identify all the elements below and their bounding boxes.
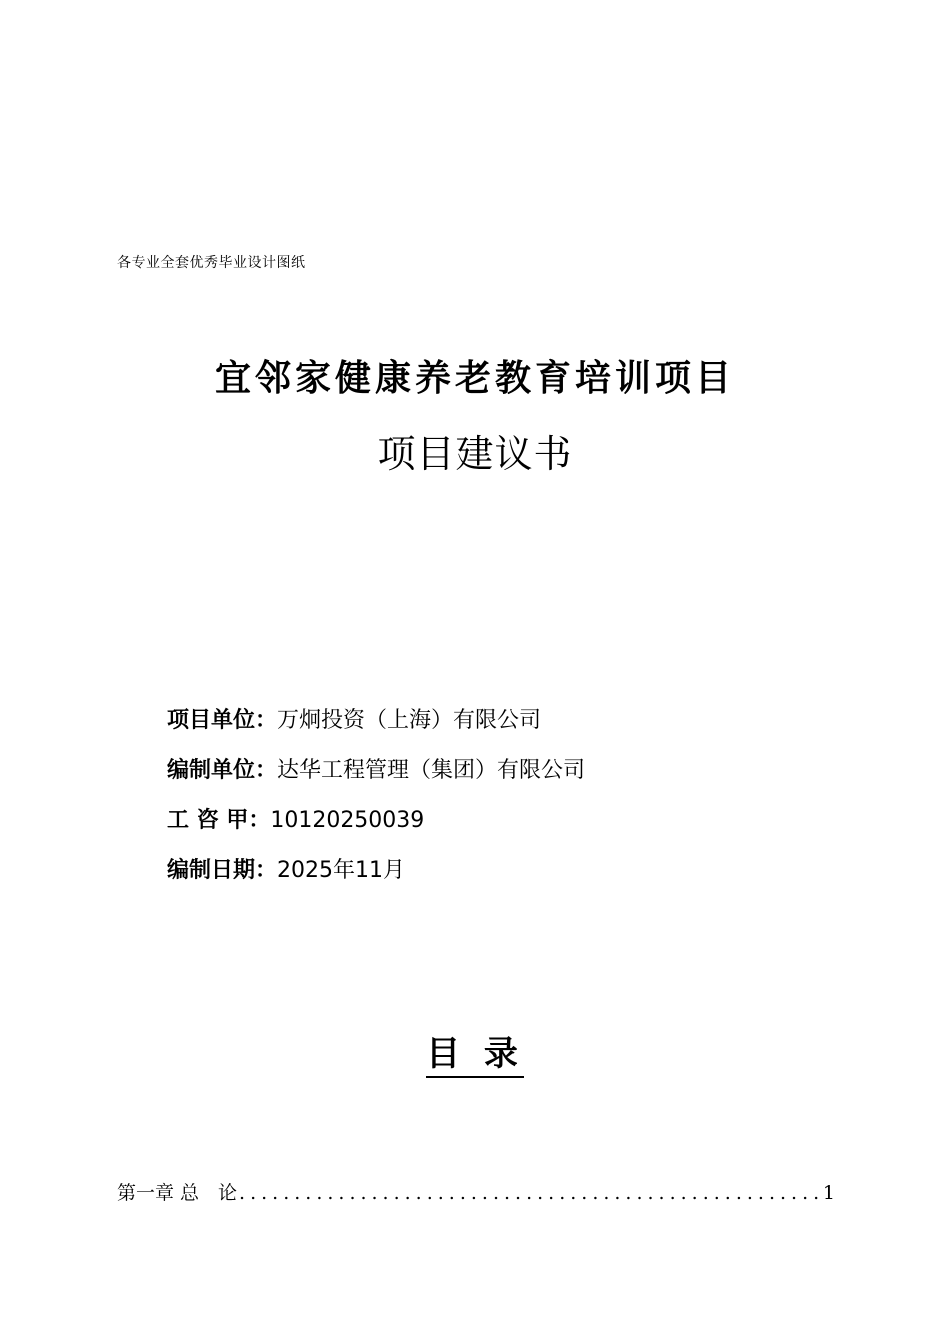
- info-value: 达华工程管理（集团）有限公司: [277, 758, 586, 783]
- toc-entry-page: 1: [822, 1182, 835, 1204]
- toc-entry[interactable]: [117, 1178, 835, 1205]
- toc-title: [0, 1026, 950, 1075]
- info-value: 万炯投资（上海）有限公司: [277, 708, 542, 733]
- toc-leader-dots: [239, 1182, 821, 1204]
- header-note: 各专业全套优秀毕业设计图纸: [117, 255, 306, 271]
- toc-title-text: 目 录: [426, 1034, 524, 1078]
- document-title: 宜邻家健康养老教育培训项目: [214, 357, 735, 399]
- info-row-project-unit: [167, 702, 585, 752]
- info-label: 工 咨 甲：: [167, 808, 271, 833]
- info-label: 编制单位：: [167, 758, 278, 783]
- info-label: 编制日期：: [167, 858, 278, 883]
- document-subtitle: 项目建议书: [377, 432, 573, 476]
- project-info: [167, 702, 585, 902]
- info-value: 10120250039: [270, 808, 425, 833]
- info-value: 2025年11月: [277, 858, 405, 883]
- info-row-qualification: [167, 802, 585, 852]
- info-row-compiling-unit: [167, 752, 585, 802]
- toc-entry-label: 第一章 总 论: [117, 1182, 238, 1204]
- info-label: 项目单位：: [167, 708, 278, 733]
- info-row-date: [167, 852, 585, 902]
